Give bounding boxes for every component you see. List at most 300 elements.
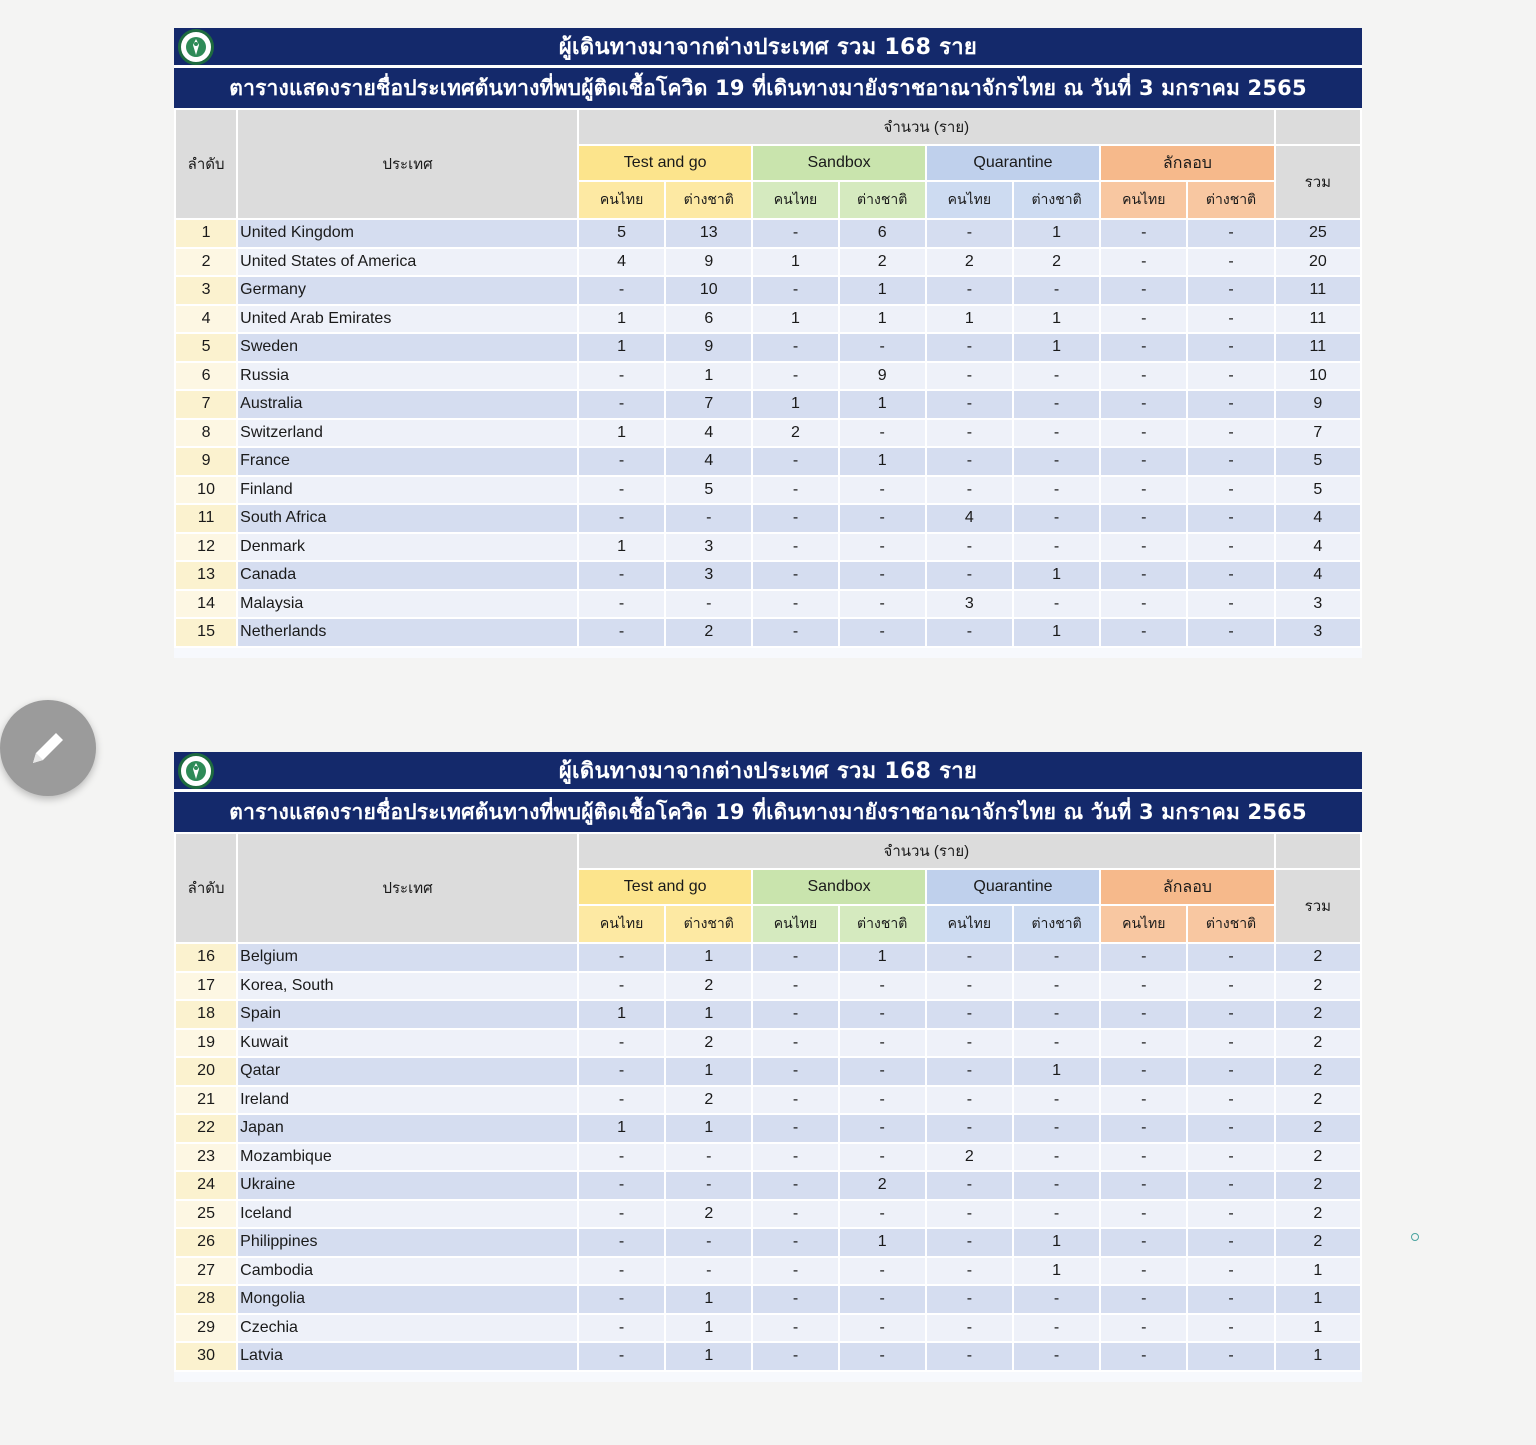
table-footer-spacer bbox=[174, 648, 1362, 658]
cell-total: 2 bbox=[1275, 1057, 1361, 1086]
cell-test-and-go-foreign: 4 bbox=[665, 447, 752, 476]
table-row bbox=[175, 476, 1361, 505]
cell-test-and-go-foreign: 1 bbox=[665, 1000, 752, 1029]
cell-smuggle-foreign: - bbox=[1187, 1342, 1274, 1371]
cell-country: France bbox=[237, 447, 578, 476]
cell-quarantine-foreign: - bbox=[1013, 1200, 1100, 1229]
cell-smuggle-thai: - bbox=[1100, 447, 1187, 476]
cell-smuggle-thai: - bbox=[1100, 590, 1187, 619]
cell-quarantine-foreign: - bbox=[1013, 1086, 1100, 1115]
cell-quarantine-foreign: - bbox=[1013, 1314, 1100, 1343]
cell-total: 4 bbox=[1275, 533, 1361, 562]
cell-quarantine-thai: - bbox=[926, 447, 1013, 476]
cell-quarantine-foreign: - bbox=[1013, 1342, 1100, 1371]
cell-total: 2 bbox=[1275, 1171, 1361, 1200]
cell-sandbox-foreign: - bbox=[839, 1086, 926, 1115]
table-row bbox=[175, 248, 1361, 277]
table-row bbox=[175, 1029, 1361, 1058]
cell-test-and-go-thai: - bbox=[578, 561, 665, 590]
cell-smuggle-foreign: - bbox=[1187, 1057, 1274, 1086]
cell-sandbox-thai: - bbox=[752, 1314, 838, 1343]
cell-quarantine-foreign: 1 bbox=[1013, 618, 1100, 647]
table-row bbox=[175, 1200, 1361, 1229]
total-header-spacer bbox=[1275, 833, 1361, 869]
cell-test-and-go-thai: 1 bbox=[578, 533, 665, 562]
cell-test-and-go-foreign: - bbox=[665, 590, 752, 619]
cell-smuggle-thai: - bbox=[1100, 1257, 1187, 1286]
cell-sandbox-foreign: 1 bbox=[839, 390, 926, 419]
country-header: ประเทศ bbox=[237, 109, 578, 219]
cell-smuggle-foreign: - bbox=[1187, 419, 1274, 448]
country-header: ประเทศ bbox=[237, 833, 578, 943]
cell-sandbox-foreign: - bbox=[839, 333, 926, 362]
table-row bbox=[175, 943, 1361, 972]
cell-quarantine-foreign: 1 bbox=[1013, 305, 1100, 334]
cell-sandbox-thai: - bbox=[752, 533, 838, 562]
cell-sandbox-thai: 1 bbox=[752, 305, 838, 334]
cell-rank: 23 bbox=[175, 1143, 237, 1172]
subheader-foreign: ต่างชาติ bbox=[665, 905, 752, 943]
cell-quarantine-thai: - bbox=[926, 219, 1013, 248]
group-header-smuggle: ลักลอบ bbox=[1100, 145, 1274, 181]
cell-country: Czechia bbox=[237, 1314, 578, 1343]
cell-total: 5 bbox=[1275, 447, 1361, 476]
cell-smuggle-thai: - bbox=[1100, 1314, 1187, 1343]
cell-sandbox-thai: - bbox=[752, 1086, 838, 1115]
cell-rank: 11 bbox=[175, 504, 237, 533]
cell-quarantine-thai: - bbox=[926, 561, 1013, 590]
cell-smuggle-foreign: - bbox=[1187, 447, 1274, 476]
cell-quarantine-thai: - bbox=[926, 1000, 1013, 1029]
cell-rank: 17 bbox=[175, 972, 237, 1001]
total-header: รวม bbox=[1275, 145, 1361, 219]
cell-sandbox-thai: 2 bbox=[752, 419, 838, 448]
cell-quarantine-thai: 1 bbox=[926, 305, 1013, 334]
cell-quarantine-foreign: 1 bbox=[1013, 561, 1100, 590]
cell-test-and-go-thai: - bbox=[578, 1314, 665, 1343]
cell-sandbox-foreign: - bbox=[839, 1342, 926, 1371]
cell-quarantine-foreign: - bbox=[1013, 590, 1100, 619]
table-row bbox=[175, 1285, 1361, 1314]
table-row bbox=[175, 1114, 1361, 1143]
cell-country: Qatar bbox=[237, 1057, 578, 1086]
cell-smuggle-thai: - bbox=[1100, 972, 1187, 1001]
cell-test-and-go-foreign: 2 bbox=[665, 972, 752, 1001]
table-row bbox=[175, 276, 1361, 305]
cell-test-and-go-foreign: - bbox=[665, 504, 752, 533]
cell-test-and-go-foreign: 10 bbox=[665, 276, 752, 305]
total-header: รวม bbox=[1275, 869, 1361, 943]
cell-smuggle-foreign: - bbox=[1187, 1086, 1274, 1115]
cell-rank: 27 bbox=[175, 1257, 237, 1286]
table-row bbox=[175, 362, 1361, 391]
cell-quarantine-foreign: - bbox=[1013, 362, 1100, 391]
cell-quarantine-thai: 2 bbox=[926, 248, 1013, 277]
cell-test-and-go-thai: - bbox=[578, 1285, 665, 1314]
cell-total: 7 bbox=[1275, 419, 1361, 448]
subheader-thai: คนไทย bbox=[1100, 905, 1187, 943]
cell-country: South Africa bbox=[237, 504, 578, 533]
cell-quarantine-thai: - bbox=[926, 618, 1013, 647]
cell-smuggle-foreign: - bbox=[1187, 362, 1274, 391]
cell-rank: 28 bbox=[175, 1285, 237, 1314]
table-row bbox=[175, 447, 1361, 476]
table-row bbox=[175, 1171, 1361, 1200]
cell-smuggle-thai: - bbox=[1100, 1228, 1187, 1257]
moph-logo-icon bbox=[178, 29, 214, 65]
group-header-sandbox: Sandbox bbox=[752, 869, 925, 905]
table-body bbox=[175, 943, 1361, 1371]
cell-quarantine-thai: - bbox=[926, 1086, 1013, 1115]
cell-quarantine-foreign: - bbox=[1013, 972, 1100, 1001]
cell-sandbox-thai: - bbox=[752, 1200, 838, 1229]
table-row bbox=[175, 1086, 1361, 1115]
cell-sandbox-foreign: 9 bbox=[839, 362, 926, 391]
group-header-quarantine: Quarantine bbox=[926, 145, 1100, 181]
cell-total: 20 bbox=[1275, 248, 1361, 277]
cell-total: 11 bbox=[1275, 276, 1361, 305]
cell-smuggle-thai: - bbox=[1100, 476, 1187, 505]
cell-quarantine-thai: - bbox=[926, 1200, 1013, 1229]
report-title: ผู้เดินทางมาจากต่างประเทศ รวม 168 ราย bbox=[558, 759, 978, 784]
cell-test-and-go-thai: 4 bbox=[578, 248, 665, 277]
cell-quarantine-thai: - bbox=[926, 1029, 1013, 1058]
cell-rank: 25 bbox=[175, 1200, 237, 1229]
cell-sandbox-thai: - bbox=[752, 476, 838, 505]
subheader-foreign: ต่างชาติ bbox=[665, 181, 752, 219]
cell-total: 2 bbox=[1275, 1029, 1361, 1058]
cell-test-and-go-thai: - bbox=[578, 276, 665, 305]
cell-test-and-go-thai: 1 bbox=[578, 419, 665, 448]
cell-rank: 6 bbox=[175, 362, 237, 391]
cell-smuggle-thai: - bbox=[1100, 419, 1187, 448]
cell-quarantine-thai: - bbox=[926, 1342, 1013, 1371]
cell-quarantine-thai: - bbox=[926, 419, 1013, 448]
cell-quarantine-foreign: - bbox=[1013, 1143, 1100, 1172]
cell-test-and-go-thai: 1 bbox=[578, 1114, 665, 1143]
cell-test-and-go-foreign: - bbox=[665, 1257, 752, 1286]
group-header-test-and-go: Test and go bbox=[578, 145, 752, 181]
cell-smuggle-foreign: - bbox=[1187, 1228, 1274, 1257]
cell-test-and-go-foreign: 4 bbox=[665, 419, 752, 448]
rank-header: ลำดับ bbox=[175, 109, 237, 219]
cell-country: Australia bbox=[237, 390, 578, 419]
cell-test-and-go-thai: 1 bbox=[578, 333, 665, 362]
cell-quarantine-foreign: - bbox=[1013, 1285, 1100, 1314]
cell-country: Mozambique bbox=[237, 1143, 578, 1172]
edit-fab-button[interactable] bbox=[0, 700, 96, 796]
cell-sandbox-foreign: - bbox=[839, 1285, 926, 1314]
cell-sandbox-thai: - bbox=[752, 618, 838, 647]
cell-quarantine-foreign: - bbox=[1013, 390, 1100, 419]
cell-quarantine-thai: - bbox=[926, 390, 1013, 419]
cell-sandbox-foreign: - bbox=[839, 618, 926, 647]
cell-rank: 3 bbox=[175, 276, 237, 305]
cell-rank: 1 bbox=[175, 219, 237, 248]
table-row bbox=[175, 1342, 1361, 1371]
cell-quarantine-foreign: - bbox=[1013, 476, 1100, 505]
cell-rank: 10 bbox=[175, 476, 237, 505]
group-header-sandbox: Sandbox bbox=[752, 145, 925, 181]
cell-sandbox-thai: - bbox=[752, 1143, 838, 1172]
cell-test-and-go-thai: 1 bbox=[578, 305, 665, 334]
country-table bbox=[174, 108, 1362, 648]
subheader-foreign: ต่างชาติ bbox=[1187, 181, 1274, 219]
cell-rank: 9 bbox=[175, 447, 237, 476]
cell-sandbox-thai: - bbox=[752, 561, 838, 590]
cell-total: 1 bbox=[1275, 1285, 1361, 1314]
cell-country: Sweden bbox=[237, 333, 578, 362]
cell-quarantine-thai: - bbox=[926, 533, 1013, 562]
moph-logo-icon bbox=[178, 753, 214, 789]
cell-smuggle-foreign: - bbox=[1187, 533, 1274, 562]
table-row bbox=[175, 1314, 1361, 1343]
cell-test-and-go-foreign: 1 bbox=[665, 1285, 752, 1314]
cell-sandbox-thai: - bbox=[752, 972, 838, 1001]
cell-quarantine-foreign: - bbox=[1013, 533, 1100, 562]
cell-country: Mongolia bbox=[237, 1285, 578, 1314]
table-row bbox=[175, 590, 1361, 619]
table-row bbox=[175, 390, 1361, 419]
cell-sandbox-foreign: 2 bbox=[839, 248, 926, 277]
cell-total: 10 bbox=[1275, 362, 1361, 391]
group-header-smuggle: ลักลอบ bbox=[1100, 869, 1274, 905]
cell-sandbox-foreign: 1 bbox=[839, 943, 926, 972]
cell-smuggle-thai: - bbox=[1100, 561, 1187, 590]
cell-sandbox-foreign: - bbox=[839, 561, 926, 590]
cell-sandbox-foreign: - bbox=[839, 1143, 926, 1172]
cell-smuggle-thai: - bbox=[1100, 248, 1187, 277]
cell-smuggle-foreign: - bbox=[1187, 590, 1274, 619]
cell-sandbox-thai: - bbox=[752, 1000, 838, 1029]
cell-quarantine-foreign: - bbox=[1013, 276, 1100, 305]
cell-quarantine-foreign: - bbox=[1013, 1000, 1100, 1029]
cell-smuggle-foreign: - bbox=[1187, 219, 1274, 248]
cell-total: 4 bbox=[1275, 504, 1361, 533]
cell-country: Ireland bbox=[237, 1086, 578, 1115]
cell-quarantine-thai: - bbox=[926, 1257, 1013, 1286]
amount-header: จำนวน (ราย) bbox=[578, 109, 1275, 145]
cell-smuggle-foreign: - bbox=[1187, 561, 1274, 590]
cell-quarantine-foreign: - bbox=[1013, 504, 1100, 533]
cell-test-and-go-foreign: 3 bbox=[665, 561, 752, 590]
cell-smuggle-thai: - bbox=[1100, 276, 1187, 305]
cell-total: 3 bbox=[1275, 618, 1361, 647]
cell-sandbox-thai: 1 bbox=[752, 248, 838, 277]
table-row bbox=[175, 1257, 1361, 1286]
subheader-foreign: ต่างชาติ bbox=[1013, 905, 1100, 943]
cell-test-and-go-foreign: - bbox=[665, 1228, 752, 1257]
table-row bbox=[175, 972, 1361, 1001]
cell-total: 4 bbox=[1275, 561, 1361, 590]
cell-quarantine-foreign: 1 bbox=[1013, 219, 1100, 248]
cell-rank: 24 bbox=[175, 1171, 237, 1200]
cell-rank: 13 bbox=[175, 561, 237, 590]
cell-rank: 15 bbox=[175, 618, 237, 647]
cell-sandbox-foreign: 2 bbox=[839, 1171, 926, 1200]
cell-sandbox-thai: - bbox=[752, 333, 838, 362]
cell-smuggle-thai: - bbox=[1100, 943, 1187, 972]
cell-smuggle-thai: - bbox=[1100, 618, 1187, 647]
cell-quarantine-thai: - bbox=[926, 1314, 1013, 1343]
country-table bbox=[174, 832, 1362, 1372]
cell-sandbox-foreign: 1 bbox=[839, 447, 926, 476]
table-row bbox=[175, 1143, 1361, 1172]
scroll-indicator-dot bbox=[1411, 1233, 1419, 1241]
cell-rank: 8 bbox=[175, 419, 237, 448]
cell-rank: 18 bbox=[175, 1000, 237, 1029]
cell-country: Korea, South bbox=[237, 972, 578, 1001]
cell-smuggle-thai: - bbox=[1100, 1200, 1187, 1229]
table-footer-spacer bbox=[174, 1372, 1362, 1382]
subheader-foreign: ต่างชาติ bbox=[1187, 905, 1274, 943]
cell-country: Latvia bbox=[237, 1342, 578, 1371]
cell-total: 2 bbox=[1275, 972, 1361, 1001]
cell-smuggle-thai: - bbox=[1100, 1171, 1187, 1200]
cell-smuggle-foreign: - bbox=[1187, 1114, 1274, 1143]
cell-sandbox-foreign: - bbox=[839, 1114, 926, 1143]
cell-quarantine-thai: 2 bbox=[926, 1143, 1013, 1172]
cell-country: Ukraine bbox=[237, 1171, 578, 1200]
subheader-thai: คนไทย bbox=[578, 181, 665, 219]
cell-rank: 14 bbox=[175, 590, 237, 619]
cell-sandbox-thai: - bbox=[752, 1285, 838, 1314]
cell-quarantine-thai: - bbox=[926, 943, 1013, 972]
cell-smuggle-thai: - bbox=[1100, 504, 1187, 533]
cell-sandbox-foreign: - bbox=[839, 1029, 926, 1058]
subheader-foreign: ต่างชาติ bbox=[839, 181, 926, 219]
cell-test-and-go-thai: - bbox=[578, 362, 665, 391]
subheader-thai: คนไทย bbox=[926, 181, 1013, 219]
cell-smuggle-foreign: - bbox=[1187, 1257, 1274, 1286]
cell-sandbox-thai: - bbox=[752, 1171, 838, 1200]
cell-total: 1 bbox=[1275, 1342, 1361, 1371]
cell-smuggle-thai: - bbox=[1100, 1029, 1187, 1058]
cell-test-and-go-foreign: 2 bbox=[665, 1200, 752, 1229]
cell-test-and-go-thai: - bbox=[578, 447, 665, 476]
cell-test-and-go-foreign: 2 bbox=[665, 1029, 752, 1058]
cell-smuggle-thai: - bbox=[1100, 390, 1187, 419]
cell-quarantine-thai: - bbox=[926, 1285, 1013, 1314]
cell-total: 2 bbox=[1275, 1228, 1361, 1257]
cell-smuggle-foreign: - bbox=[1187, 1000, 1274, 1029]
cell-quarantine-thai: - bbox=[926, 362, 1013, 391]
cell-sandbox-thai: - bbox=[752, 1029, 838, 1058]
cell-sandbox-thai: - bbox=[752, 590, 838, 619]
cell-test-and-go-foreign: 1 bbox=[665, 943, 752, 972]
cell-sandbox-foreign: 1 bbox=[839, 276, 926, 305]
cell-smuggle-foreign: - bbox=[1187, 476, 1274, 505]
cell-quarantine-thai: - bbox=[926, 1114, 1013, 1143]
cell-test-and-go-foreign: - bbox=[665, 1171, 752, 1200]
cell-sandbox-foreign: - bbox=[839, 533, 926, 562]
cell-country: United Arab Emirates bbox=[237, 305, 578, 334]
cell-sandbox-thai: - bbox=[752, 1342, 838, 1371]
cell-test-and-go-foreign: 1 bbox=[665, 1114, 752, 1143]
cell-smuggle-foreign: - bbox=[1187, 1171, 1274, 1200]
report-sheet-1 bbox=[174, 28, 1362, 658]
cell-quarantine-foreign: 1 bbox=[1013, 333, 1100, 362]
cell-rank: 5 bbox=[175, 333, 237, 362]
cell-country: Switzerland bbox=[237, 419, 578, 448]
cell-test-and-go-foreign: 5 bbox=[665, 476, 752, 505]
cell-sandbox-thai: - bbox=[752, 1228, 838, 1257]
cell-smuggle-foreign: - bbox=[1187, 504, 1274, 533]
cell-test-and-go-thai: - bbox=[578, 1257, 665, 1286]
cell-test-and-go-thai: 5 bbox=[578, 219, 665, 248]
cell-country: Malaysia bbox=[237, 590, 578, 619]
cell-quarantine-foreign: 1 bbox=[1013, 1257, 1100, 1286]
cell-test-and-go-foreign: 3 bbox=[665, 533, 752, 562]
cell-test-and-go-foreign: 2 bbox=[665, 1086, 752, 1115]
cell-smuggle-foreign: - bbox=[1187, 1314, 1274, 1343]
cell-quarantine-thai: - bbox=[926, 1057, 1013, 1086]
cell-test-and-go-thai: - bbox=[578, 618, 665, 647]
cell-sandbox-thai: 1 bbox=[752, 390, 838, 419]
cell-rank: 22 bbox=[175, 1114, 237, 1143]
cell-rank: 12 bbox=[175, 533, 237, 562]
cell-sandbox-thai: - bbox=[752, 362, 838, 391]
cell-rank: 30 bbox=[175, 1342, 237, 1371]
report-subtitle: ตารางแสดงรายชื่อประเทศต้นทางที่พบผู้ติดเชื้อโควิด 19 ที่เดินทางมายังราชอาณาจักรไทย ณ วันที่ 3 มกราคม 2565 bbox=[229, 75, 1307, 100]
cell-test-and-go-foreign: 1 bbox=[665, 362, 752, 391]
cell-quarantine-foreign: - bbox=[1013, 419, 1100, 448]
cell-country: Denmark bbox=[237, 533, 578, 562]
report-title-bar bbox=[174, 752, 1362, 792]
report-subtitle-bar bbox=[174, 68, 1362, 108]
cell-smuggle-foreign: - bbox=[1187, 1143, 1274, 1172]
cell-country: Philippines bbox=[237, 1228, 578, 1257]
cell-sandbox-thai: - bbox=[752, 219, 838, 248]
cell-smuggle-thai: - bbox=[1100, 1114, 1187, 1143]
table-row bbox=[175, 533, 1361, 562]
cell-sandbox-thai: - bbox=[752, 447, 838, 476]
cell-total: 2 bbox=[1275, 1114, 1361, 1143]
cell-rank: 29 bbox=[175, 1314, 237, 1343]
cell-test-and-go-thai: - bbox=[578, 1200, 665, 1229]
table-row bbox=[175, 504, 1361, 533]
cell-smuggle-foreign: - bbox=[1187, 618, 1274, 647]
cell-country: Canada bbox=[237, 561, 578, 590]
cell-test-and-go-thai: - bbox=[578, 504, 665, 533]
table-row bbox=[175, 1000, 1361, 1029]
cell-country: Russia bbox=[237, 362, 578, 391]
cell-total: 2 bbox=[1275, 1000, 1361, 1029]
cell-sandbox-foreign: - bbox=[839, 504, 926, 533]
cell-smuggle-foreign: - bbox=[1187, 943, 1274, 972]
cell-sandbox-foreign: - bbox=[839, 972, 926, 1001]
cell-smuggle-thai: - bbox=[1100, 1143, 1187, 1172]
table-row bbox=[175, 1057, 1361, 1086]
cell-smuggle-foreign: - bbox=[1187, 333, 1274, 362]
cell-test-and-go-foreign: 7 bbox=[665, 390, 752, 419]
cell-quarantine-foreign: - bbox=[1013, 447, 1100, 476]
cell-sandbox-thai: - bbox=[752, 504, 838, 533]
cell-smuggle-thai: - bbox=[1100, 1285, 1187, 1314]
cell-test-and-go-foreign: 1 bbox=[665, 1057, 752, 1086]
cell-rank: 26 bbox=[175, 1228, 237, 1257]
report-title: ผู้เดินทางมาจากต่างประเทศ รวม 168 ราย bbox=[558, 35, 978, 60]
cell-quarantine-foreign: 1 bbox=[1013, 1057, 1100, 1086]
cell-smuggle-foreign: - bbox=[1187, 248, 1274, 277]
cell-smuggle-thai: - bbox=[1100, 1000, 1187, 1029]
rank-header: ลำดับ bbox=[175, 833, 237, 943]
cell-quarantine-foreign: - bbox=[1013, 1029, 1100, 1058]
cell-smuggle-thai: - bbox=[1100, 362, 1187, 391]
cell-test-and-go-foreign: 1 bbox=[665, 1342, 752, 1371]
cell-test-and-go-thai: - bbox=[578, 390, 665, 419]
cell-test-and-go-thai: - bbox=[578, 1086, 665, 1115]
